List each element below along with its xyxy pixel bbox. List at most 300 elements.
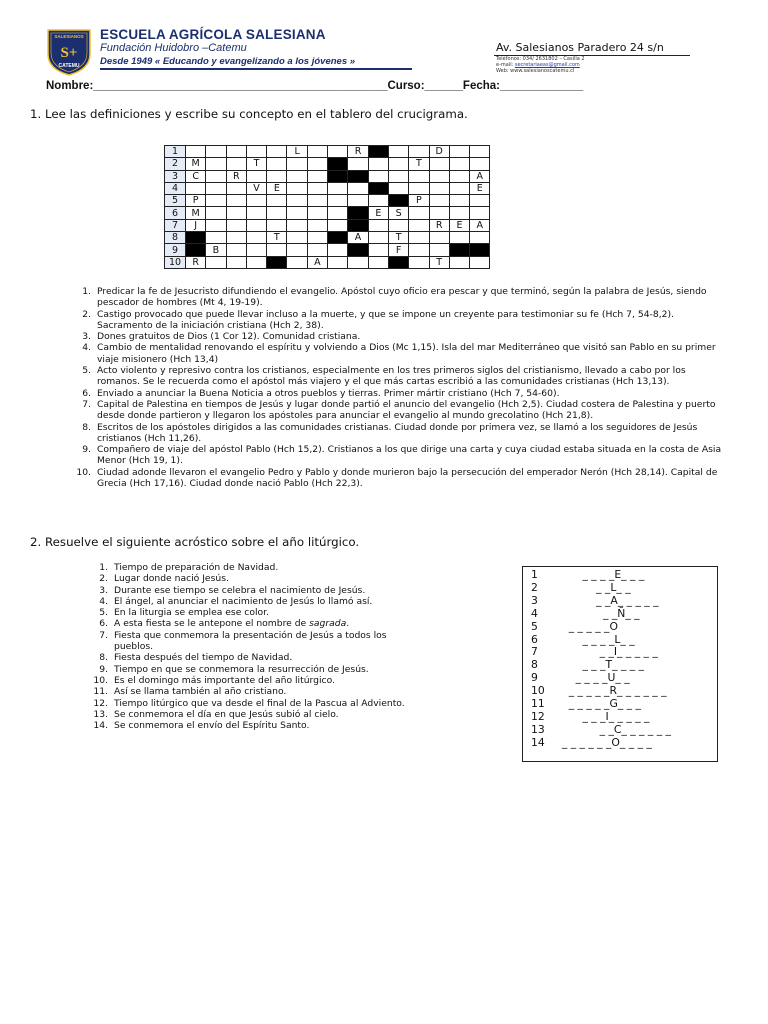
crossword-row-number: 8: [165, 232, 186, 244]
crossword-cell[interactable]: [307, 146, 327, 158]
definition-number: 3.: [82, 331, 91, 343]
crossword-cell[interactable]: [409, 146, 429, 158]
crossword-cell[interactable]: [226, 146, 246, 158]
crossword-cell[interactable]: [348, 158, 368, 170]
crossword-black-cell: [368, 146, 388, 158]
crossword-cell[interactable]: [287, 232, 307, 244]
crossword-cell[interactable]: F: [388, 244, 408, 256]
crossword-cell[interactable]: [409, 170, 429, 182]
logo-top-text: SALESIANOS: [54, 34, 84, 39]
acrostic-pattern[interactable]: _ _L_ _: [555, 580, 631, 594]
crossword-cell[interactable]: [246, 207, 266, 219]
crossword-black-cell: [328, 232, 348, 244]
crossword-cell[interactable]: [470, 232, 490, 244]
crossword-black-cell: [328, 170, 348, 182]
crossword-cell[interactable]: R: [348, 146, 368, 158]
acrostic-row-number: 5: [531, 619, 538, 633]
acrostic-clue: [86, 652, 426, 663]
crossword-black-cell: [348, 244, 368, 256]
acrostic-pattern[interactable]: _ _ _ _ _G_ _ _: [555, 697, 641, 710]
crossword-cell[interactable]: [287, 244, 307, 256]
acrostic-row[interactable]: [531, 724, 671, 736]
crossword-black-cell: [267, 256, 287, 268]
clue-number: 3.: [99, 584, 108, 596]
crossword-cell[interactable]: [246, 244, 266, 256]
acrostic-row-number: 12: [531, 709, 545, 723]
crossword-cell[interactable]: A: [348, 232, 368, 244]
acrostic-pattern[interactable]: _ _A_ _ _ _ _: [555, 593, 659, 607]
crossword-cell[interactable]: [226, 219, 246, 231]
section-1-title: 1. Lee las definiciones y escribe su concepto en el tablero del crucigrama.: [30, 107, 468, 121]
clue-text: Durante ese tiempo se celebra el nacimiento de Jesús.: [114, 584, 366, 596]
student-info-line[interactable]: Nombre:______________________________________________Curso:______Fecha:_____________: [46, 80, 584, 92]
crossword-cell[interactable]: [368, 195, 388, 207]
crossword-cell[interactable]: [226, 207, 246, 219]
acrostic-row-number: 4: [531, 606, 538, 620]
crossword-row-number: 4: [165, 182, 186, 194]
logo-center-text: S+: [60, 45, 78, 61]
acrostic-clue: [86, 709, 426, 720]
crossword-cell[interactable]: P: [186, 195, 206, 207]
definition-number: 1.: [82, 286, 91, 297]
definition-text: Escritos de los apóstoles dirigidos a las comunidades cristianas. Ciudad donde por primera vez, se llamó a los seguidores de Jesús cristianos (Hch 11,26).: [97, 421, 698, 444]
crossword-cell[interactable]: [267, 195, 287, 207]
clue-text: Fiesta que conmemora la presentación de Jesús a todos los pueblos.: [114, 629, 387, 653]
acrostic-pattern[interactable]: _ _Ñ_ _: [555, 606, 640, 620]
crossword-cell[interactable]: E: [368, 207, 388, 219]
definition-text: Cambio de mentalidad renovando el espíritu y volviendo a Dios (Mc 1,15). Isla del mar Mediterráneo que visitó san Pablo en su primer viaje misionero (Hch 13,4): [97, 342, 716, 365]
crossword-cell[interactable]: [348, 256, 368, 268]
crossword-cell[interactable]: [409, 244, 429, 256]
crossword-cell[interactable]: [307, 244, 327, 256]
crossword-cell[interactable]: [449, 146, 469, 158]
definition-text: Compañero de viaje del apóstol Pablo (Hch 15,2). Cristianos a los que dirige una carta y cuya ciudad estaba situada en la costa de Asia Menor (Hch 19, 1).: [97, 444, 722, 467]
crossword-row-number: 9: [165, 244, 186, 256]
acrostic-row[interactable]: [531, 659, 644, 671]
crossword-cell[interactable]: [388, 182, 408, 194]
crossword-row-number: 5: [165, 195, 186, 207]
clue-number: 14.: [93, 720, 108, 732]
crossword-cell[interactable]: [206, 207, 226, 219]
acrostic-row-number: 3: [531, 593, 538, 607]
acrostic-row[interactable]: [531, 634, 635, 646]
crossword-cell[interactable]: J: [186, 219, 206, 231]
acrostic-pattern[interactable]: _ _ _T_ _ _ _: [555, 658, 645, 672]
crossword-cell[interactable]: [206, 146, 226, 158]
acrostic-row-number: 13: [531, 722, 545, 736]
crossword-cell[interactable]: [388, 158, 408, 170]
crossword-cell[interactable]: [328, 195, 348, 207]
definition-item: [64, 365, 724, 388]
crossword-cell[interactable]: [246, 170, 266, 182]
crossword-cell[interactable]: [287, 219, 307, 231]
clue-number: 2.: [99, 573, 108, 585]
clue-text: Así se llama también al año cristiano.: [114, 686, 287, 698]
crossword-row-number: 1: [165, 146, 186, 158]
acrostic-clue: [86, 607, 426, 618]
crossword-cell[interactable]: E: [449, 219, 469, 231]
crossword-cell[interactable]: T: [267, 232, 287, 244]
crossword-cell[interactable]: [409, 207, 429, 219]
crossword-cell[interactable]: B: [206, 244, 226, 256]
crossword-cell[interactable]: [226, 244, 246, 256]
clue-number: 12.: [93, 697, 108, 709]
crossword-cell[interactable]: [449, 195, 469, 207]
definition-number: 4.: [82, 342, 91, 354]
crossword-row: [165, 195, 490, 207]
email-link[interactable]: secretariaeas@gmail.com: [514, 62, 580, 69]
acrostic-pattern[interactable]: _ _ _ _ _O: [555, 619, 618, 633]
acrostic-row[interactable]: [531, 608, 640, 620]
crossword-cell[interactable]: [368, 158, 388, 170]
crossword-cell[interactable]: L: [287, 146, 307, 158]
clue-text-italic: sagrada: [309, 618, 347, 630]
acrostic-box: [522, 566, 718, 762]
acrostic-clue: [86, 630, 426, 653]
acrostic-pattern[interactable]: _ _ _ _E_ _ _: [555, 568, 645, 581]
crossword-cell[interactable]: D: [429, 146, 449, 158]
crossword-row: [165, 158, 490, 170]
crossword-cell[interactable]: [368, 219, 388, 231]
contact-block: [496, 56, 585, 75]
acrostic-row[interactable]: [531, 569, 644, 581]
crossword-row: [165, 219, 490, 231]
clue-text: Lugar donde nació Jesús.: [114, 573, 229, 585]
crossword-cell[interactable]: A: [470, 219, 490, 231]
crossword-cell[interactable]: [429, 158, 449, 170]
acrostic-row[interactable]: [531, 737, 652, 749]
crossword-cell[interactable]: M: [186, 207, 206, 219]
definition-number: 5.: [82, 365, 91, 377]
definition-number: 10.: [76, 466, 91, 478]
school-address: Av. Salesianos Paradero 24 s/n: [496, 41, 664, 54]
crossword-cell[interactable]: [287, 182, 307, 194]
crossword-cell[interactable]: [470, 256, 490, 268]
acrostic-row[interactable]: [531, 621, 618, 633]
phones: Teléfonos: 034/ 2631802 – Casilla 2: [496, 56, 585, 62]
acrostic-clue: [86, 562, 426, 573]
definition-number: 2.: [82, 308, 91, 320]
crossword-cell[interactable]: [368, 232, 388, 244]
crossword-cell[interactable]: [470, 195, 490, 207]
crossword-cell[interactable]: [307, 219, 327, 231]
crossword-cell[interactable]: [226, 232, 246, 244]
school-crest-logo: [44, 26, 94, 76]
clue-number: 10.: [93, 674, 108, 686]
crossword-cell[interactable]: [287, 170, 307, 182]
crossword-row-number: 2: [165, 158, 186, 170]
clue-number: 5.: [99, 607, 108, 619]
crossword-cell[interactable]: [246, 219, 266, 231]
crossword-cell[interactable]: [388, 146, 408, 158]
crossword-black-cell: [449, 244, 469, 256]
acrostic-row-number: 7: [531, 645, 538, 659]
crossword-cell[interactable]: [328, 244, 348, 256]
acrostic-row[interactable]: [531, 711, 649, 723]
crossword-cell[interactable]: [226, 158, 246, 170]
acrostic-clue: [86, 573, 426, 584]
acrostic-row[interactable]: [531, 672, 630, 684]
crossword-cell[interactable]: [449, 232, 469, 244]
acrostic-pattern[interactable]: _ _ _ _ _R_ _ _ _ _ _: [555, 684, 667, 698]
acrostic-row-number: 9: [531, 671, 538, 685]
acrostic-row[interactable]: [531, 595, 659, 607]
acrostic-clues: [86, 562, 426, 731]
acrostic-row-number: 10: [531, 684, 545, 698]
definition-number: 6.: [82, 387, 91, 399]
crossword-cell[interactable]: [409, 182, 429, 194]
acrostic-clue: [86, 675, 426, 686]
crossword-row: [165, 182, 490, 194]
definition-text: Castigo provocado que puede llevar incluso a la muerte, y que se impone un creyente para testimoniar su fe (Hch 7, 54-8,2). Sacramento de la iniciación cristiana (Hch 2, 38).: [97, 308, 674, 331]
crossword-black-cell: [186, 232, 206, 244]
clue-number: 9.: [99, 663, 108, 675]
crossword-cell[interactable]: [429, 232, 449, 244]
crossword-black-cell: [328, 158, 348, 170]
crossword-cell[interactable]: [348, 195, 368, 207]
crossword-cell[interactable]: [267, 219, 287, 231]
crossword-cell[interactable]: [449, 158, 469, 170]
definition-item: [64, 309, 724, 332]
clue-number: 11.: [93, 686, 108, 698]
crossword-cell[interactable]: C: [186, 170, 206, 182]
acrostic-pattern[interactable]: _ _ _ _L_ _: [555, 632, 635, 646]
crossword-row-number: 10: [165, 256, 186, 268]
crossword-cell[interactable]: [409, 219, 429, 231]
section-2-title: 2. Resuelve el siguiente acróstico sobre el año litúrgico.: [30, 535, 360, 549]
crossword-cell[interactable]: A: [307, 256, 327, 268]
clue-number: 8.: [99, 652, 108, 664]
crossword-cell[interactable]: [206, 170, 226, 182]
clue-number: 7.: [99, 629, 108, 641]
crossword-cell[interactable]: [287, 158, 307, 170]
definition-text: Ciudad adonde llevaron el evangelio Pedro y Pablo y donde murieron bajo la persecución del emperador Nerón (Hch 28,14). Capital de Grecia (Hch 17,16). Ciudad donde nació Pablo (Hch 22,3).: [97, 466, 718, 490]
acrostic-pattern[interactable]: _ _ _ _ _ _O_ _ _ _: [555, 735, 652, 749]
crossword-cell[interactable]: [328, 182, 348, 194]
crossword-cell[interactable]: T: [429, 256, 449, 268]
school-name: ESCUELA AGRÍCOLA SALESIANA: [100, 27, 326, 42]
acrostic-clue: [86, 585, 426, 596]
acrostic-row-number: 1: [531, 568, 538, 581]
crossword-cell[interactable]: [246, 256, 266, 268]
crossword-cell[interactable]: [206, 232, 226, 244]
crossword-definitions: [64, 286, 724, 489]
crossword-cell[interactable]: [429, 182, 449, 194]
acrostic-row-number: 6: [531, 632, 538, 646]
crossword-row: [165, 146, 490, 158]
acrostic-pattern[interactable]: _ _ _I_ _ _ _ _: [555, 709, 650, 723]
definition-item: [64, 444, 724, 467]
acrostic-clue: [86, 720, 426, 731]
school-motto: Desde 1949 « Educando y evangelizando a los jóvenes »: [100, 56, 356, 67]
definition-item: [64, 399, 724, 422]
crossword-cell[interactable]: [429, 244, 449, 256]
crossword-cell[interactable]: [328, 219, 348, 231]
acrostic-pattern[interactable]: _ _ _ _U_ _: [555, 671, 630, 685]
crossword-cell[interactable]: [449, 182, 469, 194]
definition-number: 9.: [82, 444, 91, 456]
definition-item: [64, 286, 724, 309]
crossword-cell[interactable]: [206, 219, 226, 231]
crossword-cell[interactable]: [429, 207, 449, 219]
crossword-row: [165, 256, 490, 268]
website: Web: www.salesianoscatemu.cl: [496, 68, 575, 75]
crossword-cell[interactable]: [348, 182, 368, 194]
crossword-cell[interactable]: [206, 256, 226, 268]
crossword-cell[interactable]: [368, 244, 388, 256]
acrostic-clue: [86, 686, 426, 697]
crossword-cell[interactable]: [368, 256, 388, 268]
crossword-black-cell: [388, 256, 408, 268]
acrostic-row[interactable]: [531, 646, 658, 658]
crossword-cell[interactable]: [307, 182, 327, 194]
logo-bottom-text: CATEMU: [58, 63, 80, 69]
crossword-cell[interactable]: [267, 207, 287, 219]
crossword-cell[interactable]: [267, 146, 287, 158]
clue-number: 4.: [99, 595, 108, 607]
crossword-cell[interactable]: [246, 232, 266, 244]
clue-text: Tiempo de preparación de Navidad.: [114, 562, 279, 573]
crossword-black-cell: [470, 244, 490, 256]
crossword-cell[interactable]: [307, 232, 327, 244]
definition-item: [64, 331, 724, 342]
crossword-cell[interactable]: [368, 170, 388, 182]
crossword-black-cell: [368, 182, 388, 194]
crossword-cell[interactable]: T: [409, 158, 429, 170]
crossword-cell[interactable]: [246, 195, 266, 207]
acrostic-clue: [86, 618, 426, 629]
clue-number: 13.: [93, 708, 108, 720]
crossword-cell[interactable]: A: [470, 170, 490, 182]
crossword-row: [165, 232, 490, 244]
acrostic-pattern[interactable]: _ _C_ _ _ _ _ _: [555, 722, 671, 736]
crossword-cell[interactable]: [449, 170, 469, 182]
crossword-cell[interactable]: [388, 219, 408, 231]
clue-text: En la liturgia se emplea ese color.: [114, 607, 269, 619]
crossword-cell[interactable]: [470, 207, 490, 219]
crossword-cell[interactable]: [429, 195, 449, 207]
acrostic-row[interactable]: [531, 685, 667, 697]
crossword-cell[interactable]: [409, 256, 429, 268]
crossword-cell[interactable]: [186, 182, 206, 194]
acrostic-clue: [86, 698, 426, 709]
crossword-cell[interactable]: [449, 256, 469, 268]
crossword-cell[interactable]: [328, 146, 348, 158]
definition-text: Enviado a anunciar la Buena Noticia a otros pueblos y tierras. Primer mártir cristiano (Hch 7, 54-60).: [97, 387, 560, 399]
crossword-cell[interactable]: [206, 182, 226, 194]
definition-text: Predicar la fe de Jesucristo difundiendo el evangelio. Apóstol cuyo oficio era pescar y que terminó, según la palabra de Jesús, siendo pescador de hombres (Mt 4, 19-19).: [97, 286, 707, 309]
crossword-cell[interactable]: V: [246, 182, 266, 194]
clue-text: Se conmemora el día en que Jesús subió al cielo.: [114, 708, 339, 720]
crossword-cell[interactable]: E: [267, 182, 287, 194]
definition-item: [64, 342, 724, 365]
crossword-cell[interactable]: [226, 182, 246, 194]
crossword-cell[interactable]: [307, 207, 327, 219]
crossword-cell[interactable]: T: [388, 232, 408, 244]
acrostic-row-number: 14: [531, 735, 545, 749]
crossword-cell[interactable]: P: [409, 195, 429, 207]
acrostic-row[interactable]: [531, 582, 631, 594]
clue-text: Fiesta después del tiempo de Navidad.: [114, 652, 293, 664]
crossword-cell[interactable]: M: [186, 158, 206, 170]
crossword-cell[interactable]: [470, 146, 490, 158]
acrostic-clue: [86, 596, 426, 607]
crossword-cell[interactable]: [226, 256, 246, 268]
crossword-cell[interactable]: [206, 195, 226, 207]
crossword-cell[interactable]: [388, 170, 408, 182]
crossword-black-cell: [388, 195, 408, 207]
crossword-cell[interactable]: [287, 207, 307, 219]
crossword-cell[interactable]: [409, 232, 429, 244]
clue-text: Tiempo litúrgico que va desde el final de la Pascua al Adviento.: [114, 697, 405, 709]
definition-number: 8.: [82, 421, 91, 433]
crossword-black-cell: [348, 207, 368, 219]
acrostic-pattern[interactable]: _ _I_ _ _ _ _: [555, 645, 658, 659]
crossword-cell[interactable]: [307, 195, 327, 207]
clue-text: Se conmemora el envío del Espíritu Santo.: [114, 720, 310, 732]
crossword-cell[interactable]: [449, 207, 469, 219]
crossword-cell[interactable]: [328, 256, 348, 268]
crossword-black-cell: [348, 170, 368, 182]
crossword-cell[interactable]: R: [186, 256, 206, 268]
crossword-cell[interactable]: E: [470, 182, 490, 194]
crossword-cell[interactable]: [206, 158, 226, 170]
crossword-grid: [164, 145, 490, 269]
acrostic-row-number: 2: [531, 580, 538, 594]
clue-text: [114, 618, 426, 629]
definition-text: Capital de Palestina en tiempos de Jesús y lugar donde partió el anuncio del evangelio (Hch 2,5). Ciudad costera de Palestina y puerto desde donde partieron y llegaron los apóstoles para anunciar el evangelio al mundo grecolatino (Hch 21,8).: [97, 398, 716, 422]
definition-item: [64, 422, 724, 445]
crossword-cell[interactable]: [267, 170, 287, 182]
crossword-cell[interactable]: [307, 170, 327, 182]
crossword-cell[interactable]: [287, 195, 307, 207]
definition-text: Dones gratuitos de Dios (1 Cor 12). Comunidad cristiana.: [97, 331, 361, 343]
email-label: e-mail:: [496, 62, 515, 69]
crossword-cell[interactable]: [226, 195, 246, 207]
crossword-row: [165, 170, 490, 182]
crossword-cell[interactable]: [307, 158, 327, 170]
crossword-row-number: 7: [165, 219, 186, 231]
definition-text: Acto violento y represivo contra los cristianos, especialmente en los tres primeros siglos del cristianismo, llevado a cabo por los romanos. Se le recuerda como el apóstol más viajero y el que más cartas escribió a las comunidades cristianas (Hch 13,13).: [97, 365, 686, 388]
crossword-cell[interactable]: R: [429, 219, 449, 231]
crossword-cell[interactable]: S: [388, 207, 408, 219]
acrostic-row-number: 11: [531, 697, 545, 710]
clue-text: El ángel, al anunciar el nacimiento de Jesús lo llamó así.: [114, 595, 373, 607]
crossword-cell[interactable]: T: [246, 158, 266, 170]
acrostic-row[interactable]: [531, 698, 641, 710]
crossword-black-cell: [348, 219, 368, 231]
crossword-cell[interactable]: [287, 256, 307, 268]
crossword-cell[interactable]: [429, 170, 449, 182]
definition-number: 7.: [82, 398, 91, 410]
clue-text-part: .: [346, 618, 350, 630]
crossword-cell[interactable]: [267, 158, 287, 170]
crossword-cell[interactable]: R: [226, 170, 246, 182]
definition-item: [64, 388, 724, 399]
clue-number: 6.: [99, 618, 108, 630]
foundation-name: Fundación Huidobro –Catemu: [100, 42, 247, 54]
crossword-row-number: 6: [165, 207, 186, 219]
crossword-cell[interactable]: [470, 158, 490, 170]
crossword-cell[interactable]: [246, 146, 266, 158]
clue-number: 1.: [99, 562, 108, 573]
clue-text: Tiempo en que se conmemora la resurrección de Jesús.: [114, 663, 369, 675]
crossword-cell[interactable]: [267, 244, 287, 256]
crossword-cell[interactable]: [186, 146, 206, 158]
crossword-cell[interactable]: [328, 207, 348, 219]
crossword-row: [165, 244, 490, 256]
crossword-row: [165, 207, 490, 219]
